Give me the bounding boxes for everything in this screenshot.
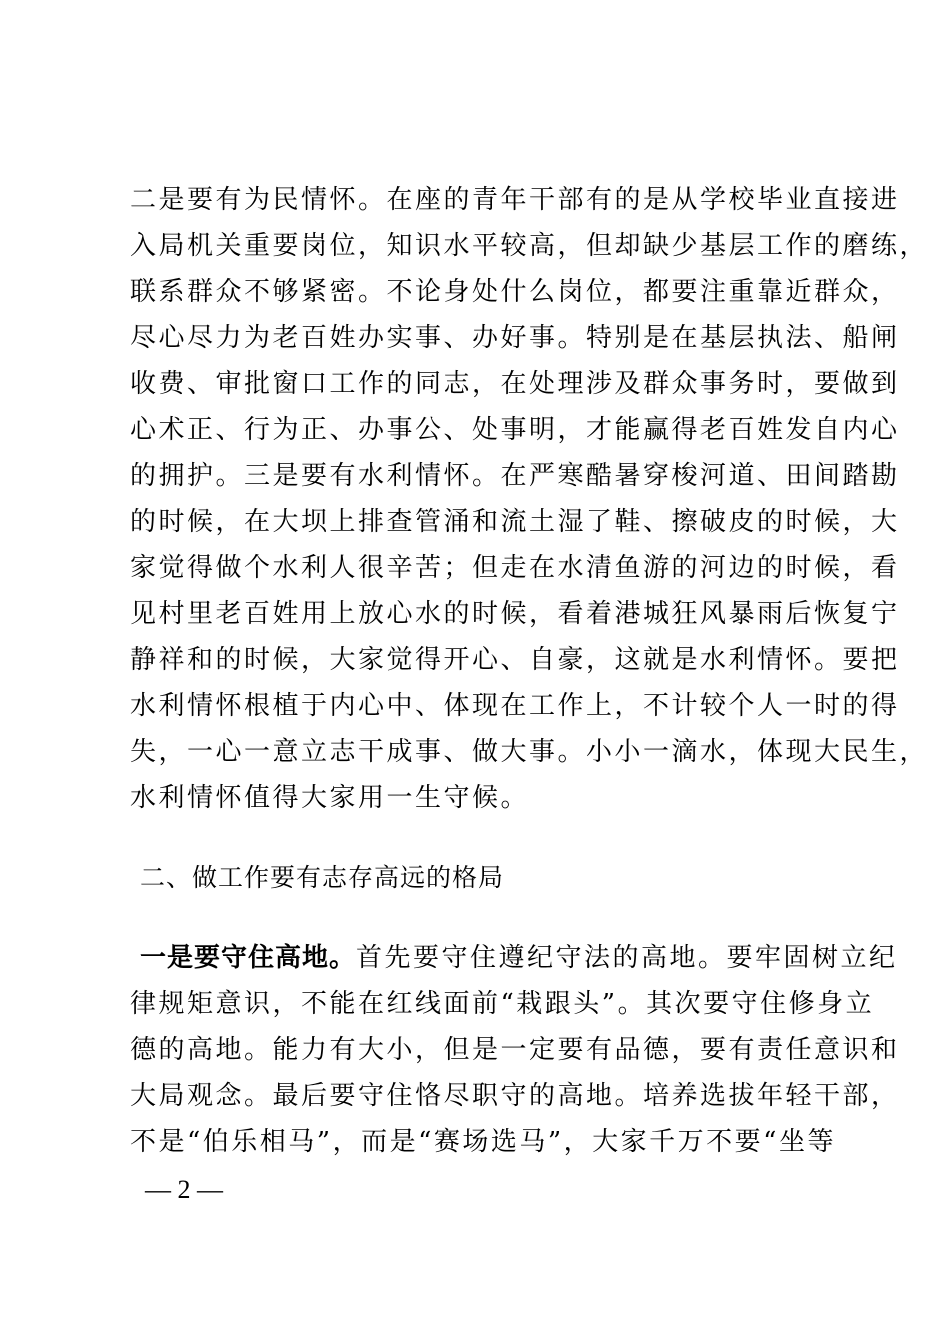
paragraph-2-line-3: 德的高地。能力有大小，但是一定要有品德，要有责任意识和 — [130, 1035, 900, 1065]
paragraph-1-line-2: 入局机关重要岗位，知识水平较高，但却缺少基层工作的磨练， — [130, 231, 929, 261]
paragraph-1-line-7: 的拥护。三是要有水利情怀。在严寒酷暑穿梭河道、田间踏勘 — [130, 461, 900, 491]
paragraph-1-line-4: 尽心尽力为老百姓办实事、办好事。特别是在基层执法、船闸 — [130, 323, 900, 353]
paragraph-2-line-1-text: 首先要守住遵纪守法的高地。要牢固树立纪 — [356, 943, 898, 973]
paragraph-1-line-1: 二是要有为民情怀。在座的青年干部有的是从学校毕业直接进 — [130, 185, 900, 215]
paragraph-1-line-6: 心术正、行为正、办事公、处事明，才能赢得老百姓发自内心 — [130, 415, 900, 445]
paragraph-1-line-5: 收费、审批窗口工作的同志，在处理涉及群众事务时，要做到 — [130, 369, 900, 399]
paragraph-1-line-11: 静祥和的时候，大家觉得开心、自豪，这就是水利情怀。要把 — [130, 645, 900, 675]
paragraph-1-line-3: 联系群众不够紧密。不论身处什么岗位，都要注重靠近群众， — [130, 277, 900, 307]
paragraph-1-line-13: 失，一心一意立志干成事、做大事。小小一滴水，体现大民生， — [130, 737, 929, 767]
paragraph-2-line-1 — [140, 940, 898, 976]
page-number: — 2 — — [145, 1175, 223, 1204]
section-heading: 二、做工作要有志存高远的格局 — [140, 863, 505, 892]
paragraph-2-line-4: 大局观念。最后要守住恪尽职守的高地。培养选拔年轻干部， — [130, 1081, 900, 1111]
paragraph-1-line-8: 的时候，在大坝上排查管涌和流土湿了鞋、擦破皮的时候，大 — [130, 507, 900, 537]
paragraph-2-line-5: 不是“伯乐相马”，而是“赛场选马”，大家千万不要“坐等 — [130, 1127, 836, 1157]
paragraph-1-line-9: 家觉得做个水利人很辛苦；但走在水清鱼游的河边的时候，看 — [130, 553, 900, 583]
paragraph-1-line-10: 见村里老百姓用上放心水的时候，看着港城狂风暴雨后恢复宁 — [130, 599, 900, 629]
paragraph-2-lead: 一是要守住高地。 — [140, 943, 357, 973]
paragraph-1-line-12: 水利情怀根植于内心中、体现在工作上，不计较个人一时的得 — [130, 691, 900, 721]
paragraph-2-line-2: 律规矩意识，不能在红线面前“栽跟头”。其次要守住修身立 — [130, 989, 875, 1019]
paragraph-1-line-14: 水利情怀值得大家用一生守候。 — [130, 783, 530, 813]
